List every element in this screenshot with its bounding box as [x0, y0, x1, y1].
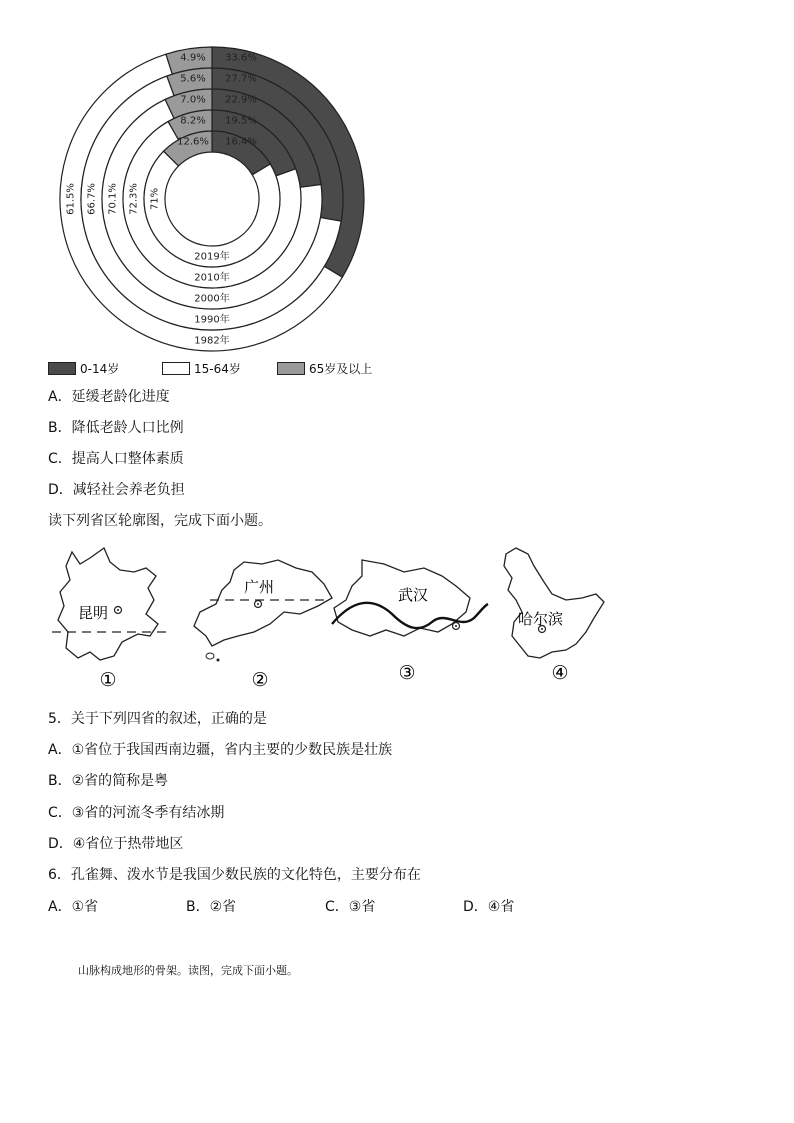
legend-label-0-14: 0-14岁: [80, 361, 120, 376]
label-15-64-4: 71%: [149, 187, 161, 211]
q4-option-c: C．提高人口整体素质: [48, 451, 184, 467]
legend-label-65-plus: 65岁及以上: [309, 361, 373, 376]
label-65-plus-3: 8.2%: [180, 115, 206, 127]
map-city-harbin: 哈尔滨: [518, 610, 564, 628]
map-city-guangzhou: 广州: [244, 578, 275, 596]
year-label-1: 1990年: [194, 314, 230, 326]
label-65-plus-4: 12.6%: [177, 136, 209, 148]
map-number-1: ①: [99, 669, 117, 690]
legend-item-15-64: [162, 359, 241, 377]
q6-option-d: D．④省: [463, 899, 515, 915]
year-label-4: 2019年: [194, 251, 230, 263]
q5-option-a: A．①省位于我国西南边疆，省内主要的少数民族是壮族: [48, 742, 393, 758]
guangdong-outline: [194, 560, 332, 646]
map-city-kunming: 昆明: [78, 604, 109, 622]
yangtze-river: [332, 603, 488, 628]
legend-swatch-65-plus: [277, 362, 305, 375]
label-65-plus-0: 4.9%: [180, 52, 206, 64]
legend-item-0-14: [48, 359, 119, 377]
year-label-0: 1982年: [194, 335, 230, 347]
legend-item-65-plus: [277, 359, 372, 377]
label-15-64-1: 66.7%: [86, 183, 98, 215]
q4-option-b: B．降低老龄人口比例: [48, 420, 184, 436]
q6-option-a: A．①省: [48, 899, 99, 915]
mountains-intro: 山脉构成地形的骨架。读图，完成下面小题。: [78, 964, 298, 977]
label-0-14-4: 16.4%: [225, 136, 257, 148]
label-0-14-2: 22.9%: [225, 94, 257, 106]
q4-option-d: D．减轻社会养老负担: [48, 482, 185, 498]
year-label-2: 2000年: [194, 293, 230, 305]
map-guangdong: [194, 560, 332, 690]
province-outline-maps: [0, 540, 640, 690]
label-15-64-2: 70.1%: [107, 183, 119, 215]
q6-option-c: C．③省: [325, 899, 376, 915]
q5-stem: 5．关于下列四省的叙述，正确的是: [48, 711, 267, 727]
legend-label-15-64: 15-64岁: [194, 361, 241, 376]
map-number-3: ③: [398, 662, 416, 684]
q5-option-c: C．③省的河流冬季有结冰期: [48, 805, 225, 821]
q5-option-d: D．④省位于热带地区: [48, 836, 184, 852]
label-65-plus-2: 7.0%: [180, 94, 206, 106]
map-yunnan: [52, 548, 168, 690]
map-heilongjiang: [504, 548, 604, 684]
year-label-3: 2010年: [194, 272, 230, 284]
label-0-14-0: 33.6%: [225, 52, 257, 64]
map-number-2: ②: [251, 669, 269, 690]
label-15-64-0: 61.5%: [65, 183, 77, 215]
map-number-4: ④: [551, 662, 569, 684]
age-structure-donut-chart: [0, 0, 420, 360]
q5-option-b: B．②省的简称是粤: [48, 773, 169, 789]
legend-swatch-0-14: [48, 362, 76, 375]
q6-option-b: B．②省: [186, 899, 237, 915]
label-15-64-3: 72.3%: [128, 183, 140, 215]
maps-intro: 读下列省区轮廓图，完成下面小题。: [48, 513, 272, 529]
legend-swatch-15-64: [162, 362, 190, 375]
heilongjiang-outline: [504, 548, 604, 658]
map-hubei: [332, 560, 488, 684]
label-65-plus-1: 5.6%: [180, 73, 206, 85]
label-0-14-3: 19.5%: [225, 115, 257, 127]
map-city-wuhan: 武汉: [398, 586, 429, 604]
label-0-14-1: 27.7%: [225, 73, 257, 85]
q4-option-a: A．延缓老龄化进度: [48, 389, 170, 405]
q6-stem: 6．孔雀舞、泼水节是我国少数民族的文化特色，主要分布在: [48, 867, 421, 883]
